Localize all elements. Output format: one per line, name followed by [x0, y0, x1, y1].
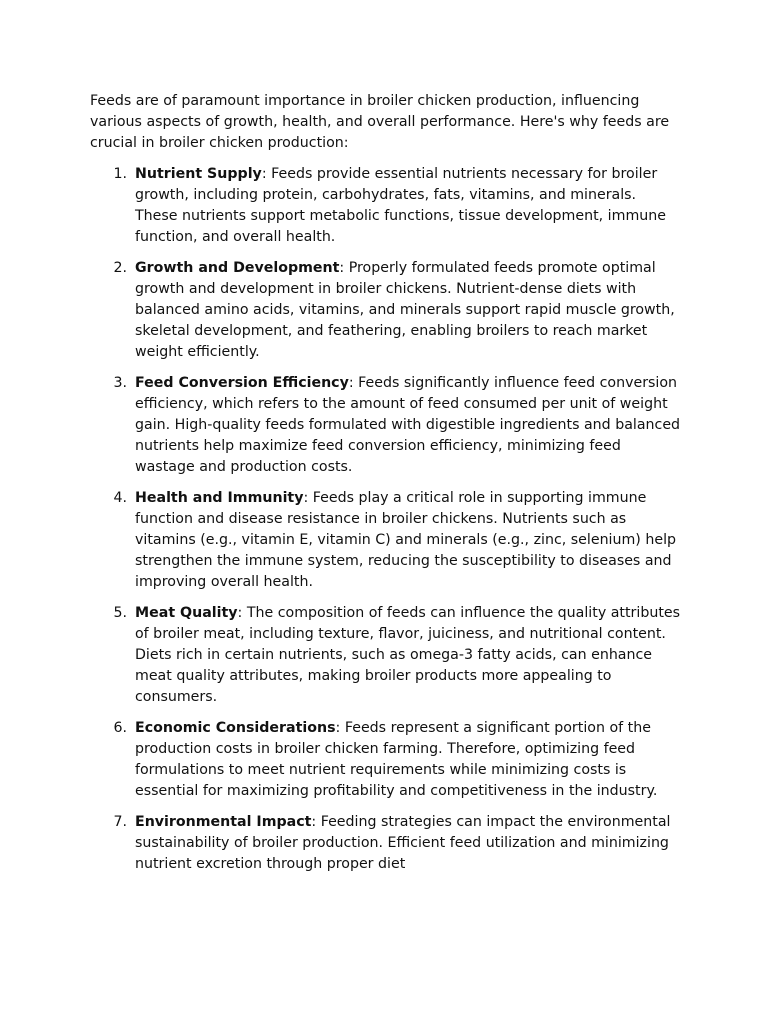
list-item [90, 718, 682, 802]
list-item [90, 373, 682, 478]
list-item [90, 258, 682, 363]
list-item-text: : Feeding strategies can impact the environmental sustainability of broiler production. Efficient feed utilization and minimizing nutrient excretion through proper diet [135, 814, 671, 872]
intro-paragraph: Feeds are of paramount importance in broiler chicken production, influencing various aspects of growth, health, and overall performance. Here's why feeds are crucial in broiler chicken production: [90, 93, 670, 151]
list-item [90, 164, 682, 248]
list-item-number: 6. [113, 720, 127, 736]
list-item-term: Health and Immunity [135, 490, 304, 506]
list-item [90, 812, 682, 875]
list-item-text: : Feeds provide essential nutrients necessary for broiler growth, including protein, carbohydrates, fats, vitamins, and minerals. These nutrients support metabolic functions, tissue development, immune function, and overall health. [135, 166, 666, 245]
list-item-term: Growth and Development [135, 260, 340, 276]
list-item-number: 1. [113, 166, 127, 182]
list-item-term: Feed Conversion Efficiency [135, 375, 349, 391]
list-item-text: : Properly formulated feeds promote optimal growth and development in broiler chickens. Nutrient-dense diets with balanced amino acids, vitamins, and minerals support rapid muscle growth, skeletal development, and feathering, enabling broilers to reach market weight efficiently. [135, 260, 675, 360]
list-item-number: 7. [113, 814, 127, 830]
list-item [90, 603, 682, 708]
numbered-list [90, 164, 682, 875]
list-item-term: Meat Quality [135, 605, 238, 621]
list-item-text: : Feeds significantly influence feed conversion efficiency, which refers to the amount of feed consumed per unit of weight gain. High-quality feeds formulated with digestible ingredients and balanced nutrients help maximize feed conversion efficiency, minimizing feed wastage and production costs. [135, 375, 681, 475]
list-item [90, 488, 682, 593]
list-item-text: : Feeds represent a significant portion of the production costs in broiler chicken farming. Therefore, optimizing feed formulations to meet nutrient requirements while minimizing costs is essential for maximizing profitability and competitiveness in the industry. [135, 720, 658, 799]
list-item-term: Environmental Impact [135, 814, 312, 830]
list-item-text: : Feeds play a critical role in supporting immune function and disease resistance in broiler chickens. Nutrients such as vitamins (e.g., vitamin E, vitamin C) and minerals (e.g., zinc, selenium) help strengthen the immune system, reducing the susceptibility to diseases and improving overall health. [135, 490, 677, 590]
list-item-number: 3. [113, 375, 127, 391]
list-item-term: Nutrient Supply [135, 166, 262, 182]
list-item-number: 5. [113, 605, 127, 621]
list-item-number: 4. [113, 490, 127, 506]
list-item-term: Economic Considerations [135, 720, 336, 736]
list-item-number: 2. [113, 260, 127, 276]
list-item-text: : The composition of feeds can influence the quality attributes of broiler meat, including texture, flavor, juiciness, and nutritional content. Diets rich in certain nutrients, such as omega-3 fatty acids, can enhance meat quality attributes, making broiler products more appealing to consumers. [135, 605, 680, 705]
document-page [90, 91, 682, 885]
